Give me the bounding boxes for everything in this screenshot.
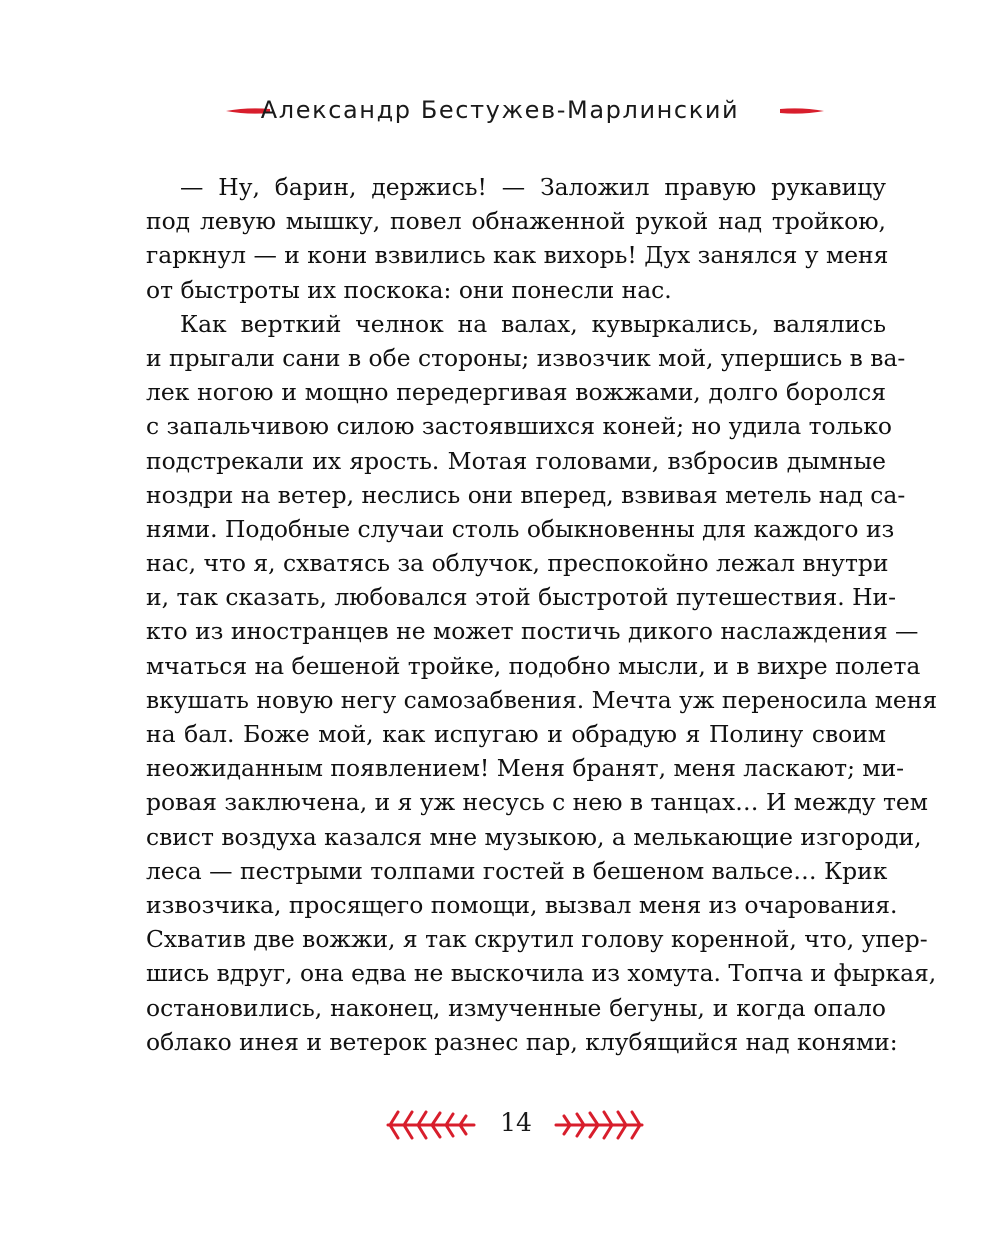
text-line: свист воздуха казался мне музыкою, а мелькающие изгороди, bbox=[146, 822, 922, 851]
text-line: облако инея и ветерок разнес пар, клубящийся над конями: bbox=[146, 1027, 898, 1056]
text-line: Как верткий челнок на валах, кувыркались, валялись bbox=[180, 309, 886, 338]
text-line: леса — пестрыми толпами гостей в бешеном вальсе… Крик bbox=[146, 856, 888, 885]
right-branch-ornament-icon bbox=[552, 1108, 644, 1142]
text-line: мчаться на бешеной тройке, подобно мысли, и в вихре полета bbox=[146, 651, 921, 680]
text-line: гаркнул — и кони взвились как вихорь! Дух занялся у меня bbox=[146, 241, 889, 270]
text-line: Схватив две вожжи, я так скрутил голову коренной, что, упер- bbox=[146, 925, 928, 954]
text-line: с запальчивою силою застоявшихся коней; но удила только bbox=[146, 412, 892, 441]
text-line: шись вдруг, она едва не выскочила из хомута. Топча и фыркая, bbox=[146, 959, 937, 988]
text-line: вкушать новую негу самозабвения. Мечта уж переносила меня bbox=[146, 685, 938, 714]
page-footer bbox=[0, 1100, 1000, 1150]
text-line: лек ногою и мощно передергивая вожжами, долго боролся bbox=[146, 378, 886, 407]
text-line: и прыгали сани в обе стороны; извозчик мой, упершись в ва- bbox=[146, 343, 906, 372]
text-line: и, так сказать, любовался этой быстротой путешествия. Ни- bbox=[146, 583, 896, 612]
running-header bbox=[0, 92, 1000, 132]
text-line: извозчика, просящего помощи, вызвал меня из очарования. bbox=[146, 890, 898, 919]
text-line: нями. Подобные случаи столь обыкновенны для каждого из bbox=[146, 514, 895, 543]
text-line: остановились, наконец, измученные бегуны, и когда опало bbox=[146, 993, 886, 1022]
text-line: — Ну, барин, держись! — Заложил правую рукавицу bbox=[180, 173, 886, 201]
author-name: Александр Бестужев-Марлинский bbox=[260, 96, 740, 124]
right-dash-ornament-icon bbox=[780, 106, 824, 116]
body-text bbox=[146, 170, 938, 1059]
left-branch-ornament-icon bbox=[386, 1108, 478, 1142]
text-line: нас, что я, схватясь за облучок, преспокойно лежал внутри bbox=[146, 549, 889, 578]
page-number: 14 bbox=[500, 1108, 532, 1137]
text-line: на бал. Боже мой, как испугаю и обрадую я Полину своим bbox=[146, 720, 886, 748]
text-line: ноздри на ветер, неслись они вперед, взвивая метель над са- bbox=[146, 480, 906, 509]
text-line: под левую мышку, повел обнаженной рукой над тройкою, bbox=[146, 207, 886, 236]
text-line: ровая заключена, и я уж несусь с нею в танцах… И между тем bbox=[146, 788, 928, 817]
text-line: неожиданным появлением! Меня бранят, меня ласкают; ми- bbox=[146, 754, 905, 783]
text-line: кто из иностранцев не может постичь дикого наслаждения — bbox=[146, 617, 919, 646]
text-line: подстрекали их ярость. Мотая головами, взбросив дымные bbox=[146, 446, 886, 475]
text-line: от быстроты их поскока: они понесли нас. bbox=[146, 275, 672, 304]
